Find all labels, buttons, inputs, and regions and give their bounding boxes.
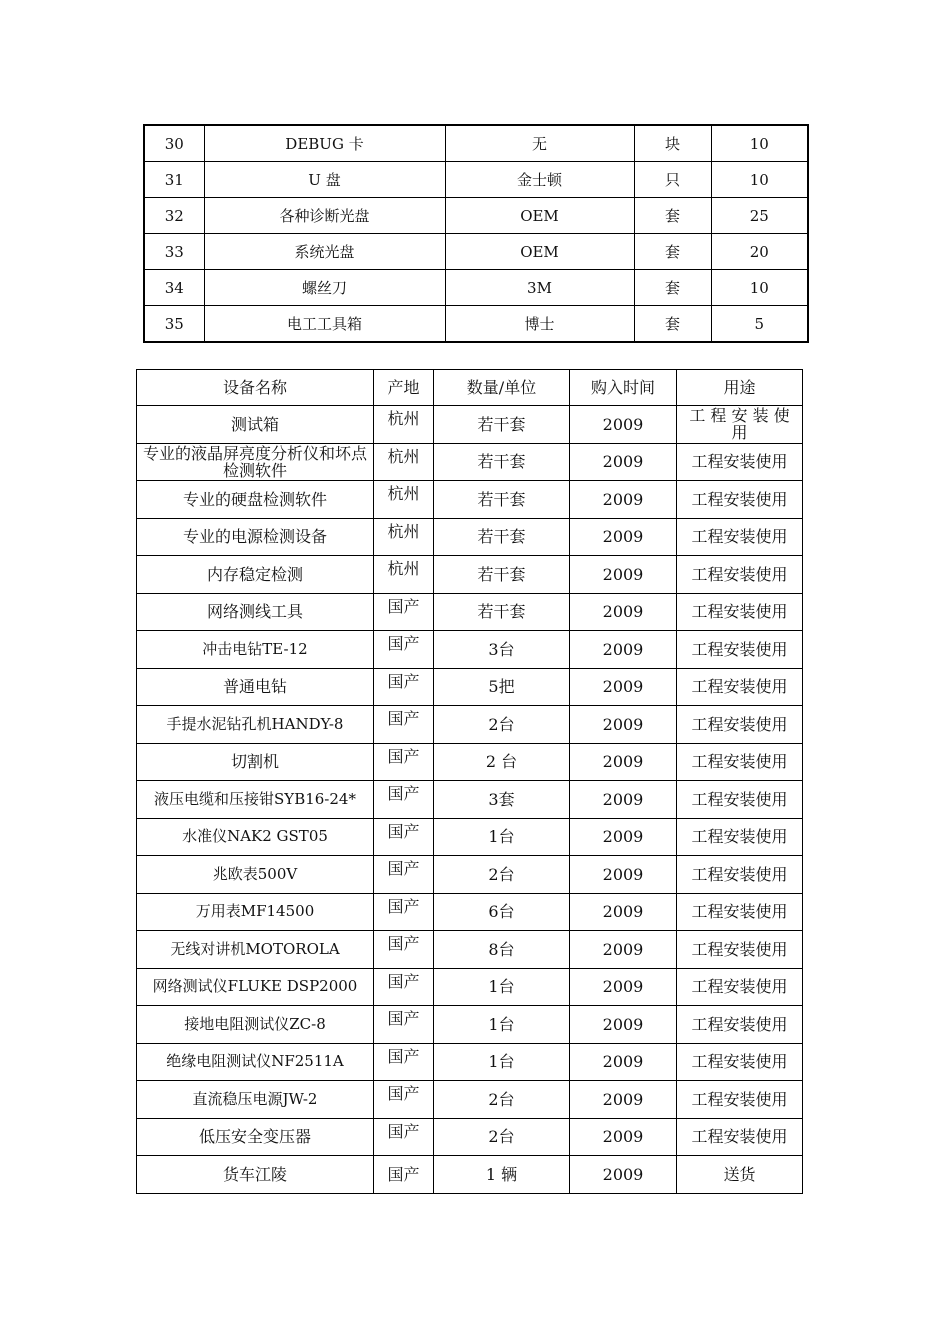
table-row — [144, 162, 808, 198]
equipment-date: 2009 — [570, 931, 677, 969]
equipment-name: 手提水泥钻孔机HANDY-8 — [137, 706, 374, 744]
item-name: 系统光盘 — [204, 234, 445, 270]
equipment-origin: 国产 — [374, 1081, 434, 1119]
equipment-use: 工程安装使用 — [677, 556, 803, 594]
equipment-name: 万用表MF14500 — [137, 893, 374, 931]
equipment-name: 货车江陵 — [137, 1156, 374, 1194]
table-row — [137, 818, 803, 856]
table-row — [137, 593, 803, 631]
equipment-date: 2009 — [570, 443, 677, 481]
row-number: 30 — [144, 125, 204, 162]
equipment-origin: 国产 — [374, 893, 434, 931]
equipment-date: 2009 — [570, 1156, 677, 1194]
item-qty: 5 — [711, 306, 808, 343]
equipment-date: 2009 — [570, 631, 677, 669]
equipment-use: 工程安装使用 — [677, 443, 803, 481]
equipment-date: 2009 — [570, 668, 677, 706]
item-unit: 套 — [634, 270, 711, 306]
equipment-name: 无线对讲机MOTOROLA — [137, 931, 374, 969]
equipment-qty: 2台 — [434, 1081, 570, 1119]
table-row — [137, 781, 803, 819]
equipment-origin: 国产 — [374, 631, 434, 669]
equipment-name: 水准仪NAK2 GST05 — [137, 818, 374, 856]
equipment-qty: 若干套 — [434, 406, 570, 444]
equipment-use: 送货 — [677, 1156, 803, 1194]
table-row — [144, 198, 808, 234]
item-brand: 金士顿 — [445, 162, 634, 198]
equipment-name: 低压安全变压器 — [137, 1118, 374, 1156]
table-row — [137, 1043, 803, 1081]
equipment-date: 2009 — [570, 781, 677, 819]
equipment-qty: 若干套 — [434, 481, 570, 519]
equipment-qty: 3台 — [434, 631, 570, 669]
table-row — [137, 631, 803, 669]
equipment-date: 2009 — [570, 706, 677, 744]
table-row — [137, 556, 803, 594]
equipment-name: 网络测线工具 — [137, 593, 374, 631]
table-row — [137, 706, 803, 744]
equipment-name: 网络测试仪FLUKE DSP2000 — [137, 968, 374, 1006]
equipment-origin: 国产 — [374, 781, 434, 819]
equipment-use: 工程安装使用 — [677, 818, 803, 856]
equipment-use: 工程安装使用 — [677, 668, 803, 706]
table-row — [137, 443, 803, 481]
equipment-qty: 6台 — [434, 893, 570, 931]
equipment-qty: 2 台 — [434, 743, 570, 781]
equipment-origin: 国产 — [374, 856, 434, 894]
equipment-qty: 5把 — [434, 668, 570, 706]
item-unit: 只 — [634, 162, 711, 198]
equipment-use: 工程安装使用 — [677, 968, 803, 1006]
table-row — [137, 518, 803, 556]
equipment-use: 工程安装使用 — [677, 743, 803, 781]
table-row — [137, 931, 803, 969]
table-row — [137, 481, 803, 519]
equipment-date: 2009 — [570, 556, 677, 594]
equipment-origin: 国产 — [374, 1156, 434, 1194]
item-unit: 套 — [634, 234, 711, 270]
equipment-origin: 国产 — [374, 931, 434, 969]
item-qty: 10 — [711, 162, 808, 198]
item-brand: 博士 — [445, 306, 634, 343]
item-qty: 10 — [711, 270, 808, 306]
equipment-date: 2009 — [570, 1118, 677, 1156]
header-use: 用途 — [677, 370, 803, 406]
equipment-name: 冲击电钻TE-12 — [137, 631, 374, 669]
equipment-name: 直流稳压电源JW-2 — [137, 1081, 374, 1119]
equipment-use: 工 程 安 装 使 用 — [677, 406, 803, 444]
row-number: 34 — [144, 270, 204, 306]
equipment-use: 工程安装使用 — [677, 856, 803, 894]
equipment-qty: 1台 — [434, 818, 570, 856]
equipment-date: 2009 — [570, 856, 677, 894]
table-row — [137, 406, 803, 444]
item-unit: 套 — [634, 198, 711, 234]
table-row — [137, 1006, 803, 1044]
equipment-name: 测试箱 — [137, 406, 374, 444]
equipment-use: 工程安装使用 — [677, 893, 803, 931]
equipment-name: 绝缘电阻测试仪NF2511A — [137, 1043, 374, 1081]
equipment-origin: 杭州 — [374, 556, 434, 594]
equipment-use: 工程安装使用 — [677, 593, 803, 631]
table-row — [144, 270, 808, 306]
item-name: U 盘 — [204, 162, 445, 198]
equipment-date: 2009 — [570, 893, 677, 931]
equipment-qty: 若干套 — [434, 556, 570, 594]
equipment-name: 专业的液晶屏亮度分析仪和坏点检测软件 — [137, 443, 374, 481]
table-row — [144, 306, 808, 343]
equipment-origin: 国产 — [374, 818, 434, 856]
equipment-name: 普通电钻 — [137, 668, 374, 706]
table-row — [137, 743, 803, 781]
equipment-qty: 2台 — [434, 1118, 570, 1156]
equipment-qty: 1台 — [434, 1006, 570, 1044]
equipment-qty: 8台 — [434, 931, 570, 969]
equipment-date: 2009 — [570, 1043, 677, 1081]
row-number: 33 — [144, 234, 204, 270]
equipment-use: 工程安装使用 — [677, 1081, 803, 1119]
equipment-date: 2009 — [570, 1081, 677, 1119]
header-date: 购入时间 — [570, 370, 677, 406]
equipment-name: 切割机 — [137, 743, 374, 781]
equipment-origin: 杭州 — [374, 518, 434, 556]
equipment-qty: 若干套 — [434, 593, 570, 631]
equipment-date: 2009 — [570, 518, 677, 556]
equipment-origin: 杭州 — [374, 443, 434, 481]
equipment-qty: 若干套 — [434, 443, 570, 481]
item-name: DEBUG 卡 — [204, 125, 445, 162]
equipment-use: 工程安装使用 — [677, 1043, 803, 1081]
equipment-qty: 1台 — [434, 1043, 570, 1081]
tools-table — [143, 124, 809, 343]
equipment-origin: 杭州 — [374, 406, 434, 444]
equipment-name: 专业的电源检测设备 — [137, 518, 374, 556]
equipment-qty: 2台 — [434, 706, 570, 744]
equipment-date: 2009 — [570, 968, 677, 1006]
equipment-origin: 国产 — [374, 1118, 434, 1156]
equipment-use: 工程安装使用 — [677, 781, 803, 819]
equipment-date: 2009 — [570, 406, 677, 444]
item-name: 螺丝刀 — [204, 270, 445, 306]
item-qty: 20 — [711, 234, 808, 270]
item-qty: 25 — [711, 198, 808, 234]
row-number: 32 — [144, 198, 204, 234]
equipment-table-header — [137, 370, 803, 406]
equipment-use: 工程安装使用 — [677, 1118, 803, 1156]
equipment-date: 2009 — [570, 593, 677, 631]
equipment-qty: 1 辆 — [434, 1156, 570, 1194]
equipment-origin: 国产 — [374, 668, 434, 706]
table-row — [137, 856, 803, 894]
item-qty: 10 — [711, 125, 808, 162]
equipment-use: 工程安装使用 — [677, 518, 803, 556]
equipment-origin: 国产 — [374, 1043, 434, 1081]
equipment-name: 兆欧表500V — [137, 856, 374, 894]
equipment-name: 接地电阻测试仪ZC-8 — [137, 1006, 374, 1044]
header-name: 设备名称 — [137, 370, 374, 406]
equipment-use: 工程安装使用 — [677, 931, 803, 969]
equipment-qty: 若干套 — [434, 518, 570, 556]
equipment-date: 2009 — [570, 818, 677, 856]
item-brand: 无 — [445, 125, 634, 162]
equipment-origin: 国产 — [374, 706, 434, 744]
table-row — [137, 1081, 803, 1119]
equipment-use: 工程安装使用 — [677, 481, 803, 519]
item-name: 电工工具箱 — [204, 306, 445, 343]
equipment-use: 工程安装使用 — [677, 631, 803, 669]
equipment-name: 液压电缆和压接钳SYB16-24* — [137, 781, 374, 819]
row-number: 31 — [144, 162, 204, 198]
table-row — [144, 125, 808, 162]
equipment-origin: 国产 — [374, 968, 434, 1006]
equipment-use: 工程安装使用 — [677, 706, 803, 744]
row-number: 35 — [144, 306, 204, 343]
equipment-date: 2009 — [570, 1006, 677, 1044]
table-row — [144, 234, 808, 270]
equipment-date: 2009 — [570, 743, 677, 781]
equipment-use: 工程安装使用 — [677, 1006, 803, 1044]
item-unit: 套 — [634, 306, 711, 343]
equipment-qty: 1台 — [434, 968, 570, 1006]
item-brand: OEM — [445, 234, 634, 270]
item-name: 各种诊断光盘 — [204, 198, 445, 234]
item-unit: 块 — [634, 125, 711, 162]
item-brand: OEM — [445, 198, 634, 234]
equipment-origin: 国产 — [374, 1006, 434, 1044]
table-row — [137, 1118, 803, 1156]
equipment-name: 内存稳定检测 — [137, 556, 374, 594]
equipment-origin: 杭州 — [374, 481, 434, 519]
equipment-origin: 国产 — [374, 743, 434, 781]
equipment-name: 专业的硬盘检测软件 — [137, 481, 374, 519]
equipment-qty: 2台 — [434, 856, 570, 894]
item-brand: 3M — [445, 270, 634, 306]
header-origin: 产地 — [374, 370, 434, 406]
table-row — [137, 893, 803, 931]
table-row — [137, 1156, 803, 1194]
equipment-date: 2009 — [570, 481, 677, 519]
table-row — [137, 668, 803, 706]
equipment-qty: 3套 — [434, 781, 570, 819]
header-qty: 数量/单位 — [434, 370, 570, 406]
equipment-table — [136, 369, 803, 1194]
table-row — [137, 968, 803, 1006]
equipment-origin: 国产 — [374, 593, 434, 631]
